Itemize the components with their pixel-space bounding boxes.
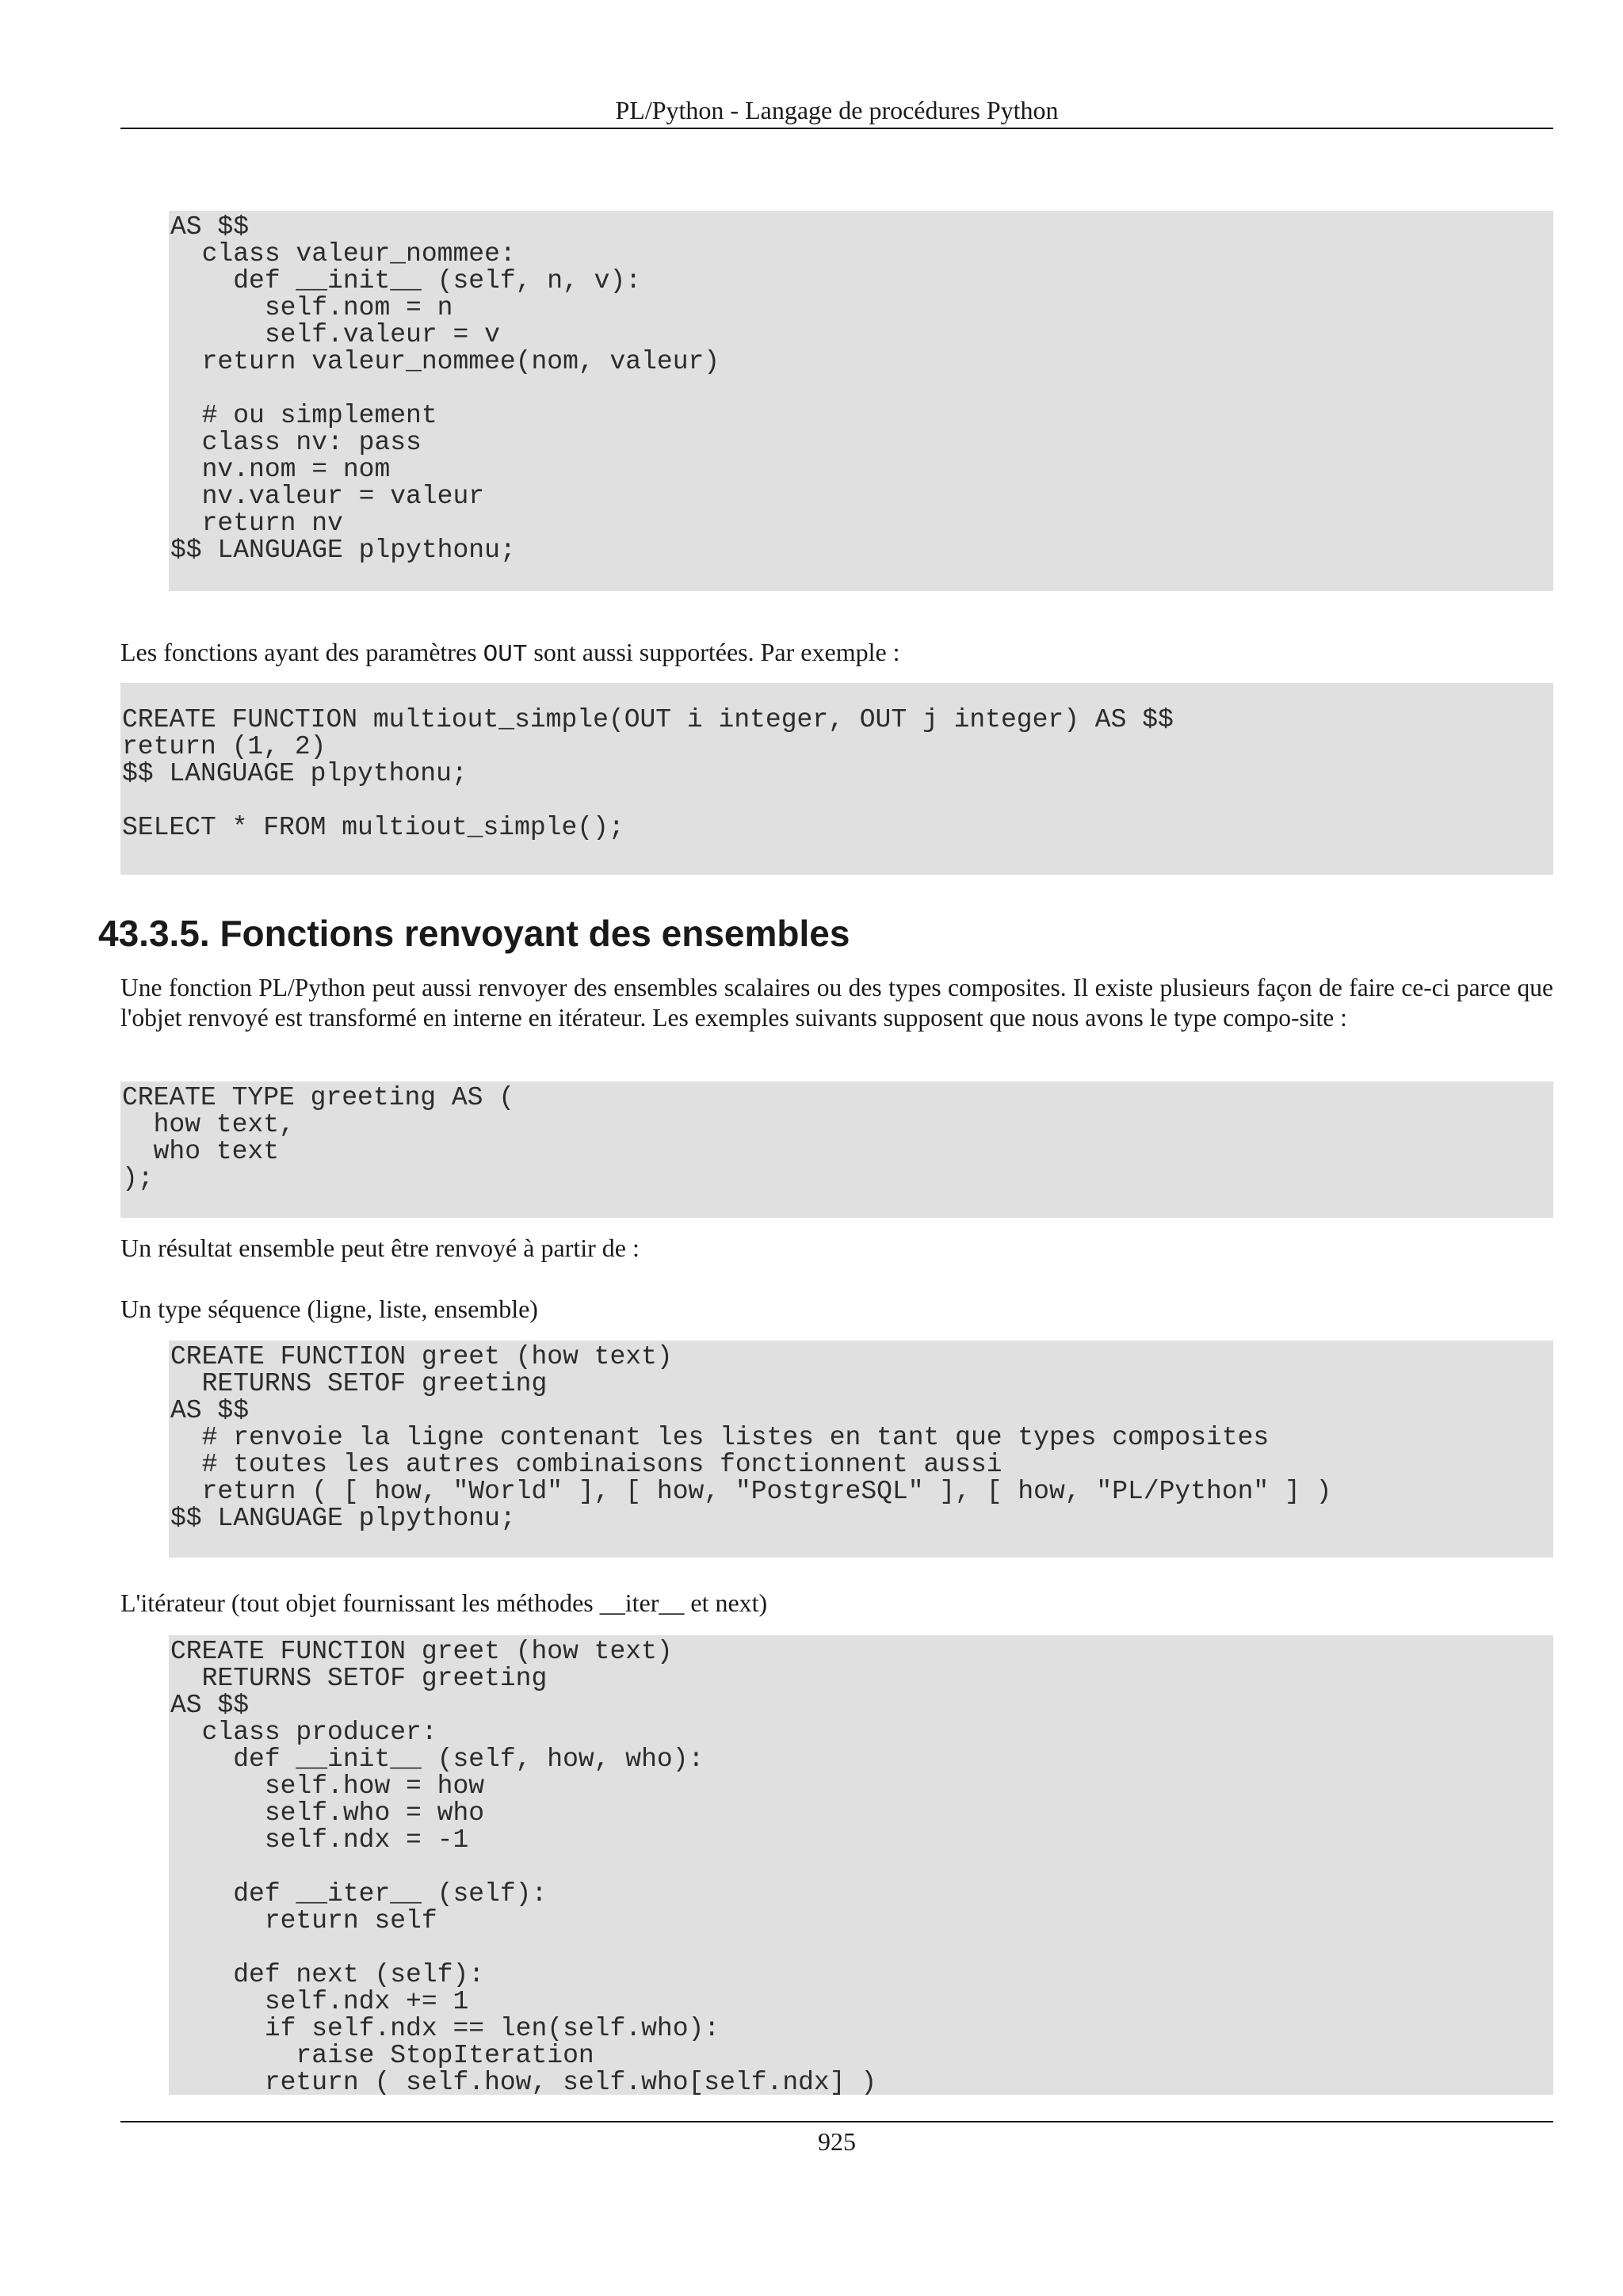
section-heading: 43.3.5. Fonctions renvoyant des ensembles xyxy=(98,913,850,954)
header-rule xyxy=(120,128,1553,129)
inline-code-out: OUT xyxy=(483,641,528,669)
code-block-greet-iterator xyxy=(169,1635,1553,2095)
paragraph-out-params xyxy=(120,637,1553,670)
paragraph-iterator: L'itérateur (tout objet fournissant les méthodes __iter__ et next) xyxy=(120,1589,768,1617)
paragraph-sets-intro: Une fonction PL/Python peut aussi renvoyer des ensembles scalaires ou des types composites. Il existe plusieurs façon de faire ce-ci parce que l'objet renvoyé est transformé en interne en itérateur. Les exemples suivants supposent que nous avons le type compo-site : xyxy=(120,974,1553,1032)
text: sont aussi supportées. Par exemple : xyxy=(527,638,900,666)
running-header: PL/Python - Langage de procédures Python xyxy=(615,96,1059,124)
page-number: 925 xyxy=(818,2127,856,2156)
code-text: CREATE FUNCTION greet (how text) RETURNS SETOF greeting AS $$ # renvoie la ligne contenant les listes en tant que types composites # toutes les autres combinaisons fonctionnent aussi return ( [ how, "World" ], [ how, "PostgreSQL" ], [ how, "PL/Python" ] ) $$ LANGUAGE plpythonu; xyxy=(170,1342,1332,1533)
code-text: AS $$ class valeur_nommee: def __init__ (self, n, v): self.nom = n self.valeur = v return valeur_nommee(nom, valeur) # ou simplement class nv: pass nv.nom = nom nv.valeur = valeur return nv $$ LANGUAGE plpythonu; xyxy=(170,212,720,565)
code-text: CREATE FUNCTION greet (how text) RETURNS SETOF greeting AS $$ class producer: def __init__ (self, how, who): self.how = how self.who = who self.ndx = -1 def __iter__ (self): return self def next (self): self.ndx += 1 if self.ndx == len(self.who): raise StopIteration return ( self.how, self.who[self.ndx] ) xyxy=(170,1637,877,2095)
paragraph-set-result: Un résultat ensemble peut être renvoyé à partir de : xyxy=(120,1234,640,1262)
code-block-greeting-type xyxy=(120,1081,1553,1218)
footer-rule xyxy=(120,2121,1553,2122)
code-block-multiout xyxy=(120,683,1553,875)
code-block-valeur-nommee xyxy=(169,211,1553,591)
code-block-greet-sequence xyxy=(169,1341,1553,1558)
text: Les fonctions ayant des paramètres xyxy=(120,638,483,666)
code-text: CREATE TYPE greeting AS ( how text, who text ); xyxy=(122,1083,515,1193)
paragraph-sequence-type: Un type séquence (ligne, liste, ensemble) xyxy=(120,1295,538,1323)
code-text: CREATE FUNCTION multiout_simple(OUT i integer, OUT j integer) AS $$ return (1, 2) $$ LANGUAGE plpythonu; SELECT * FROM multiout_simple(); xyxy=(122,705,1174,842)
